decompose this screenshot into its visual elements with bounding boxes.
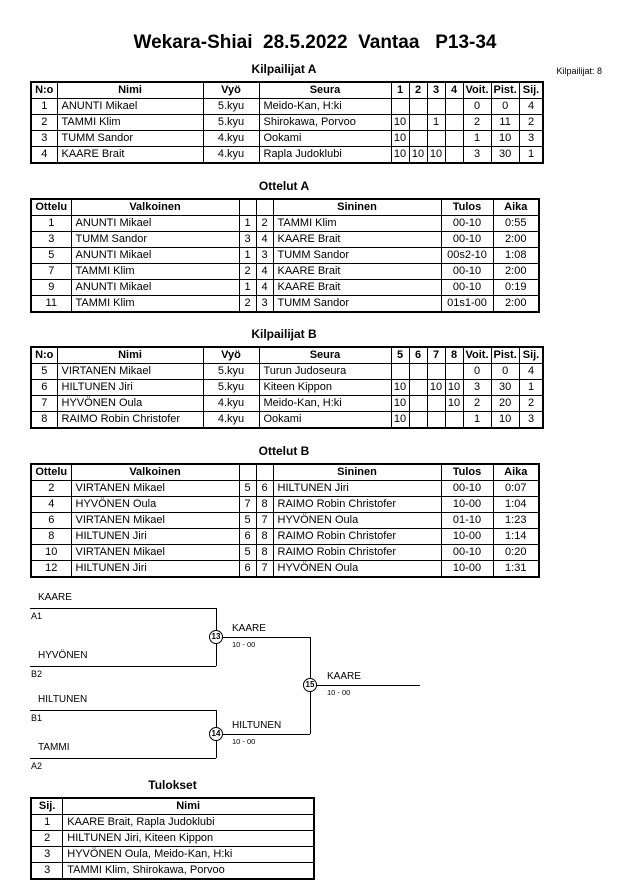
cell: 2 <box>256 216 273 232</box>
pool-a-title: Kilpailijat A <box>251 62 317 76</box>
table-header <box>31 347 543 364</box>
table-row <box>31 131 543 147</box>
cell: 4 <box>31 497 71 513</box>
results-section <box>30 778 315 880</box>
cell: Ookami <box>259 131 391 147</box>
cell <box>445 147 463 164</box>
cell <box>445 412 463 429</box>
cell: 2 <box>519 396 543 412</box>
cell: 7 <box>256 561 273 578</box>
column-header: N:o <box>31 347 57 364</box>
cell: 4 <box>519 364 543 380</box>
cell: TUMM Sandor <box>71 232 239 248</box>
table-row <box>31 815 314 831</box>
page-title: Wekara-Shiai 28.5.2022 Vantaa P13-34 <box>133 32 497 53</box>
bracket-line <box>30 758 216 759</box>
header-row <box>31 347 543 364</box>
column-header: Valkoinen <box>71 464 239 481</box>
cell: 10 <box>31 545 71 561</box>
bracket-final-score: 10 - 00 <box>327 688 351 697</box>
cell: 00-10 <box>441 280 493 296</box>
column-header: Voit. <box>463 82 491 99</box>
cell: 3 <box>31 863 63 880</box>
header-row <box>31 199 539 216</box>
cell: 4 <box>256 264 273 280</box>
bracket-line <box>310 685 420 686</box>
cell: ANUNTI Mikael <box>71 216 239 232</box>
cell: 4 <box>519 99 543 115</box>
cell: RAIMO Robin Christofer <box>273 545 441 561</box>
table-row <box>31 396 543 412</box>
cell: 4 <box>256 232 273 248</box>
cell: 6 <box>239 561 256 578</box>
cell: 0 <box>491 99 519 115</box>
table-row <box>31 513 539 529</box>
table-header <box>31 798 314 815</box>
table-row <box>31 364 543 380</box>
column-header <box>239 199 256 216</box>
column-header: Tulos <box>441 464 493 481</box>
table-row <box>31 99 543 115</box>
cell: 5.kyu <box>203 99 259 115</box>
cell: HYVÖNEN Oula, Meido-Kan, H:ki <box>63 847 314 863</box>
table-row <box>31 280 539 296</box>
column-header <box>239 464 256 481</box>
cell <box>427 131 445 147</box>
cell: TUMM Sandor <box>57 131 203 147</box>
table-row <box>31 831 314 847</box>
cell: 1 <box>463 412 491 429</box>
pool-a-heading-row <box>0 62 630 76</box>
cell: 1 <box>239 216 256 232</box>
cell <box>427 396 445 412</box>
cell <box>409 396 427 412</box>
bracket-sf1-bottom-seed: B2 <box>31 669 43 679</box>
cell: RAIMO Robin Christofer <box>273 529 441 545</box>
cell: 4 <box>256 280 273 296</box>
cell: 10 <box>391 412 409 429</box>
cell: Kiteen Kippon <box>259 380 391 396</box>
cell: 2 <box>31 481 71 497</box>
results-table <box>30 797 315 880</box>
cell: TAMMI Klim <box>71 296 239 313</box>
cell: 2 <box>463 396 491 412</box>
cell: 10 <box>391 380 409 396</box>
table-row <box>31 232 539 248</box>
cell: 3 <box>31 131 57 147</box>
cell: TAMMI Klim <box>71 264 239 280</box>
column-header: 2 <box>409 82 427 99</box>
cell: RAIMO Robin Christofer <box>57 412 203 429</box>
cell: 1 <box>239 248 256 264</box>
table-row <box>31 863 314 880</box>
table-header <box>31 82 543 99</box>
table-body <box>31 815 314 880</box>
cell: 3 <box>519 412 543 429</box>
cell: 3 <box>256 248 273 264</box>
cell: 10-00 <box>441 529 493 545</box>
cell: 7 <box>239 497 256 513</box>
cell: 1:08 <box>493 248 539 264</box>
table-row <box>31 561 539 578</box>
table-row <box>31 248 539 264</box>
cell <box>409 131 427 147</box>
cell: 2:00 <box>493 232 539 248</box>
table-row <box>31 847 314 863</box>
bracket-sf2-score: 10 - 00 <box>232 737 256 746</box>
cell: TUMM Sandor <box>273 248 441 264</box>
cell: KAARE Brait <box>273 264 441 280</box>
cell: 1:14 <box>493 529 539 545</box>
cell: 1 <box>427 115 445 131</box>
bracket-line <box>216 637 310 638</box>
cell: 7 <box>31 396 57 412</box>
cell: 5 <box>239 481 256 497</box>
bracket-sf2-bottom-seed: A2 <box>31 761 43 771</box>
column-header: Aika <box>493 199 539 216</box>
final-bracket <box>30 590 600 772</box>
cell: 1 <box>519 380 543 396</box>
cell: Ookami <box>259 412 391 429</box>
cell: 0 <box>491 364 519 380</box>
cell: 3 <box>31 232 71 248</box>
cell <box>409 115 427 131</box>
cell: 1 <box>31 99 57 115</box>
pool-b-table <box>30 346 544 429</box>
cell: KAARE Brait <box>273 280 441 296</box>
cell: 7 <box>256 513 273 529</box>
matches-a-table <box>30 198 540 313</box>
table-body <box>31 99 543 164</box>
table-body <box>31 364 543 429</box>
cell: TAMMI Klim <box>273 216 441 232</box>
bracket-sf1-match-number: 13 <box>209 630 223 644</box>
bracket-sf1-top-seed: A1 <box>31 611 43 621</box>
cell <box>409 364 427 380</box>
cell: 5 <box>31 248 71 264</box>
cell <box>445 115 463 131</box>
cell: HYVÖNEN Oula <box>57 396 203 412</box>
table-row <box>31 216 539 232</box>
cell: 0:55 <box>493 216 539 232</box>
cell: 5.kyu <box>203 115 259 131</box>
cell: 01-10 <box>441 513 493 529</box>
cell: VIRTANEN Mikael <box>71 481 239 497</box>
cell: ANUNTI Mikael <box>71 280 239 296</box>
cell: 2 <box>239 264 256 280</box>
table-row <box>31 412 543 429</box>
cell: 01s1-00 <box>441 296 493 313</box>
cell: 3 <box>463 147 491 164</box>
cell: VIRTANEN Mikael <box>71 513 239 529</box>
table-row <box>31 545 539 561</box>
cell: 1:31 <box>493 561 539 578</box>
cell <box>409 412 427 429</box>
column-header: 4 <box>445 82 463 99</box>
matches-b-table <box>30 463 540 578</box>
cell: TUMM Sandor <box>273 296 441 313</box>
column-header: Vyö <box>203 82 259 99</box>
column-header: Seura <box>259 82 391 99</box>
bracket-line <box>30 608 216 609</box>
cell: 2 <box>31 115 57 131</box>
cell: 20 <box>491 396 519 412</box>
cell: 10 <box>427 147 445 164</box>
cell: 30 <box>491 147 519 164</box>
cell: 1 <box>239 280 256 296</box>
cell: 00-10 <box>441 481 493 497</box>
cell <box>427 99 445 115</box>
cell: 10 <box>427 380 445 396</box>
column-header: Nimi <box>57 82 203 99</box>
column-header: 5 <box>391 347 409 364</box>
cell: KAARE Brait <box>273 232 441 248</box>
table-row <box>31 264 539 280</box>
header-row <box>31 464 539 481</box>
cell: 10-00 <box>441 561 493 578</box>
cell: 8 <box>31 529 71 545</box>
cell: 3 <box>239 232 256 248</box>
cell: 10 <box>391 131 409 147</box>
cell: HILTUNEN Jiri, Kiteen Kippon <box>63 831 314 847</box>
cell: 0:20 <box>493 545 539 561</box>
header-row <box>31 798 314 815</box>
table-row <box>31 296 539 313</box>
cell: KAARE Brait, Rapla Judoklubi <box>63 815 314 831</box>
cell: 00-10 <box>441 232 493 248</box>
cell: 0:07 <box>493 481 539 497</box>
cell <box>427 364 445 380</box>
column-header: Vyö <box>203 347 259 364</box>
cell: 00s2-10 <box>441 248 493 264</box>
column-header: Sij. <box>519 82 543 99</box>
table-body <box>31 216 539 313</box>
bracket-line <box>30 710 216 711</box>
bracket-sf2-winner: HILTUNEN <box>232 720 282 731</box>
cell <box>445 364 463 380</box>
column-header <box>256 199 273 216</box>
cell: Shirokawa, Porvoo <box>259 115 391 131</box>
table-row <box>31 497 539 513</box>
cell: 4.kyu <box>203 396 259 412</box>
cell <box>445 99 463 115</box>
cell: 0 <box>463 364 491 380</box>
cell: 1 <box>31 216 71 232</box>
cell: 00-10 <box>441 216 493 232</box>
cell: KAARE Brait <box>57 147 203 164</box>
cell: 9 <box>31 280 71 296</box>
cell: 6 <box>31 380 57 396</box>
column-header <box>256 464 273 481</box>
column-header: Nimi <box>63 798 314 815</box>
cell: 8 <box>256 529 273 545</box>
bracket-sf1-bottom-name: HYVÖNEN <box>38 650 88 661</box>
cell: 1 <box>463 131 491 147</box>
matches-b-title: Ottelut B <box>258 444 310 458</box>
cell: 2 <box>239 296 256 313</box>
bracket-sf2-match-number: 14 <box>209 727 223 741</box>
cell <box>409 99 427 115</box>
table-row <box>31 380 543 396</box>
cell: 10 <box>391 147 409 164</box>
cell: 6 <box>239 529 256 545</box>
cell: HYVÖNEN Oula <box>273 561 441 578</box>
cell: Rapla Judoklubi <box>259 147 391 164</box>
cell: 10 <box>409 147 427 164</box>
column-header: 6 <box>409 347 427 364</box>
table-row <box>31 529 539 545</box>
cell: 0:19 <box>493 280 539 296</box>
cell: 6 <box>256 481 273 497</box>
bracket-sf1-top-name: KAARE <box>38 592 72 603</box>
cell: 12 <box>31 561 71 578</box>
cell: HILTUNEN Jiri <box>273 481 441 497</box>
cell: HILTUNEN Jiri <box>71 529 239 545</box>
column-header: Sij. <box>519 347 543 364</box>
cell: 8 <box>31 412 57 429</box>
cell: Meido-Kan, H:ki <box>259 396 391 412</box>
cell: TAMMI Klim, Shirokawa, Porvoo <box>63 863 314 880</box>
table-header <box>31 464 539 481</box>
cell: 2 <box>31 831 63 847</box>
cell: TAMMI Klim <box>57 115 203 131</box>
column-header: Tulos <box>441 199 493 216</box>
bracket-sf1-winner: KAARE <box>232 623 266 634</box>
bracket-line <box>216 734 310 735</box>
column-header: 3 <box>427 82 445 99</box>
column-header: Sininen <box>273 464 441 481</box>
table-row <box>31 481 539 497</box>
cell: 8 <box>256 545 273 561</box>
cell: 10 <box>491 131 519 147</box>
cell: 6 <box>31 513 71 529</box>
cell: 10-00 <box>441 497 493 513</box>
cell: 7 <box>31 264 71 280</box>
cell: 2:00 <box>493 264 539 280</box>
column-header: 7 <box>427 347 445 364</box>
cell: 11 <box>31 296 71 313</box>
results-title: Tulokset <box>148 778 197 792</box>
bracket-line <box>30 666 216 667</box>
column-header: Valkoinen <box>71 199 239 216</box>
cell: VIRTANEN Mikael <box>57 364 203 380</box>
table-row <box>31 115 543 131</box>
matches-a-title: Ottelut A <box>258 179 310 193</box>
column-header: Ottelu <box>31 199 71 216</box>
cell: 3 <box>256 296 273 313</box>
bracket-sf2-top-name: HILTUNEN <box>38 694 88 705</box>
cell: 8 <box>256 497 273 513</box>
bracket-final-winner: KAARE <box>327 671 361 682</box>
cell: 5 <box>239 545 256 561</box>
column-header: Nimi <box>57 347 203 364</box>
column-header: Voit. <box>463 347 491 364</box>
bracket-sf1-score: 10 - 00 <box>232 640 256 649</box>
cell: 4.kyu <box>203 412 259 429</box>
column-header: Pist. <box>491 82 519 99</box>
cell: 5 <box>239 513 256 529</box>
cell <box>427 412 445 429</box>
cell <box>391 99 409 115</box>
pool-a-table <box>30 81 544 164</box>
cell <box>409 380 427 396</box>
cell: 5.kyu <box>203 380 259 396</box>
cell: 00-10 <box>441 545 493 561</box>
cell: 10 <box>391 396 409 412</box>
table-row <box>31 147 543 164</box>
column-header: Aika <box>493 464 539 481</box>
cell: 10 <box>491 412 519 429</box>
cell: 5 <box>31 364 57 380</box>
cell: 2:00 <box>493 296 539 313</box>
table-body <box>31 481 539 578</box>
cell: 4.kyu <box>203 131 259 147</box>
cell <box>391 364 409 380</box>
cell: Meido-Kan, H:ki <box>259 99 391 115</box>
cell: 1 <box>31 815 63 831</box>
cell: ANUNTI Mikael <box>57 99 203 115</box>
competitors-count-label: Kilpailijat: 8 <box>556 66 602 76</box>
cell: 10 <box>445 396 463 412</box>
cell: 2 <box>463 115 491 131</box>
pool-b-title: Kilpailijat B <box>251 327 317 341</box>
cell: 0 <box>463 99 491 115</box>
cell: 10 <box>445 380 463 396</box>
table-header <box>31 199 539 216</box>
column-header: 8 <box>445 347 463 364</box>
cell: 5.kyu <box>203 364 259 380</box>
column-header: Sininen <box>273 199 441 216</box>
cell: 10 <box>391 115 409 131</box>
column-header: Sij. <box>31 798 63 815</box>
cell: 1:23 <box>493 513 539 529</box>
cell: 3 <box>519 131 543 147</box>
column-header: Pist. <box>491 347 519 364</box>
cell: 2 <box>519 115 543 131</box>
column-header: Seura <box>259 347 391 364</box>
cell: 1 <box>519 147 543 164</box>
cell: HYVÖNEN Oula <box>273 513 441 529</box>
bracket-sf2-bottom-name: TAMMI <box>38 742 70 753</box>
column-header: 1 <box>391 82 409 99</box>
cell: HILTUNEN Jiri <box>57 380 203 396</box>
cell: 30 <box>491 380 519 396</box>
cell: ANUNTI Mikael <box>71 248 239 264</box>
cell: VIRTANEN Mikael <box>71 545 239 561</box>
cell: 3 <box>31 847 63 863</box>
cell: HILTUNEN Jiri <box>71 561 239 578</box>
column-header: Ottelu <box>31 464 71 481</box>
cell: 11 <box>491 115 519 131</box>
cell <box>445 131 463 147</box>
header-row <box>31 82 543 99</box>
cell: RAIMO Robin Christofer <box>273 497 441 513</box>
bracket-final-match-number: 15 <box>303 678 317 692</box>
column-header: N:o <box>31 82 57 99</box>
cell: 3 <box>463 380 491 396</box>
bracket-sf2-top-seed: B1 <box>31 713 43 723</box>
cell: 00-10 <box>441 264 493 280</box>
cell: 4 <box>31 147 57 164</box>
cell: Turun Judoseura <box>259 364 391 380</box>
cell: HYVÖNEN Oula <box>71 497 239 513</box>
cell: 4.kyu <box>203 147 259 164</box>
cell: 1:04 <box>493 497 539 513</box>
